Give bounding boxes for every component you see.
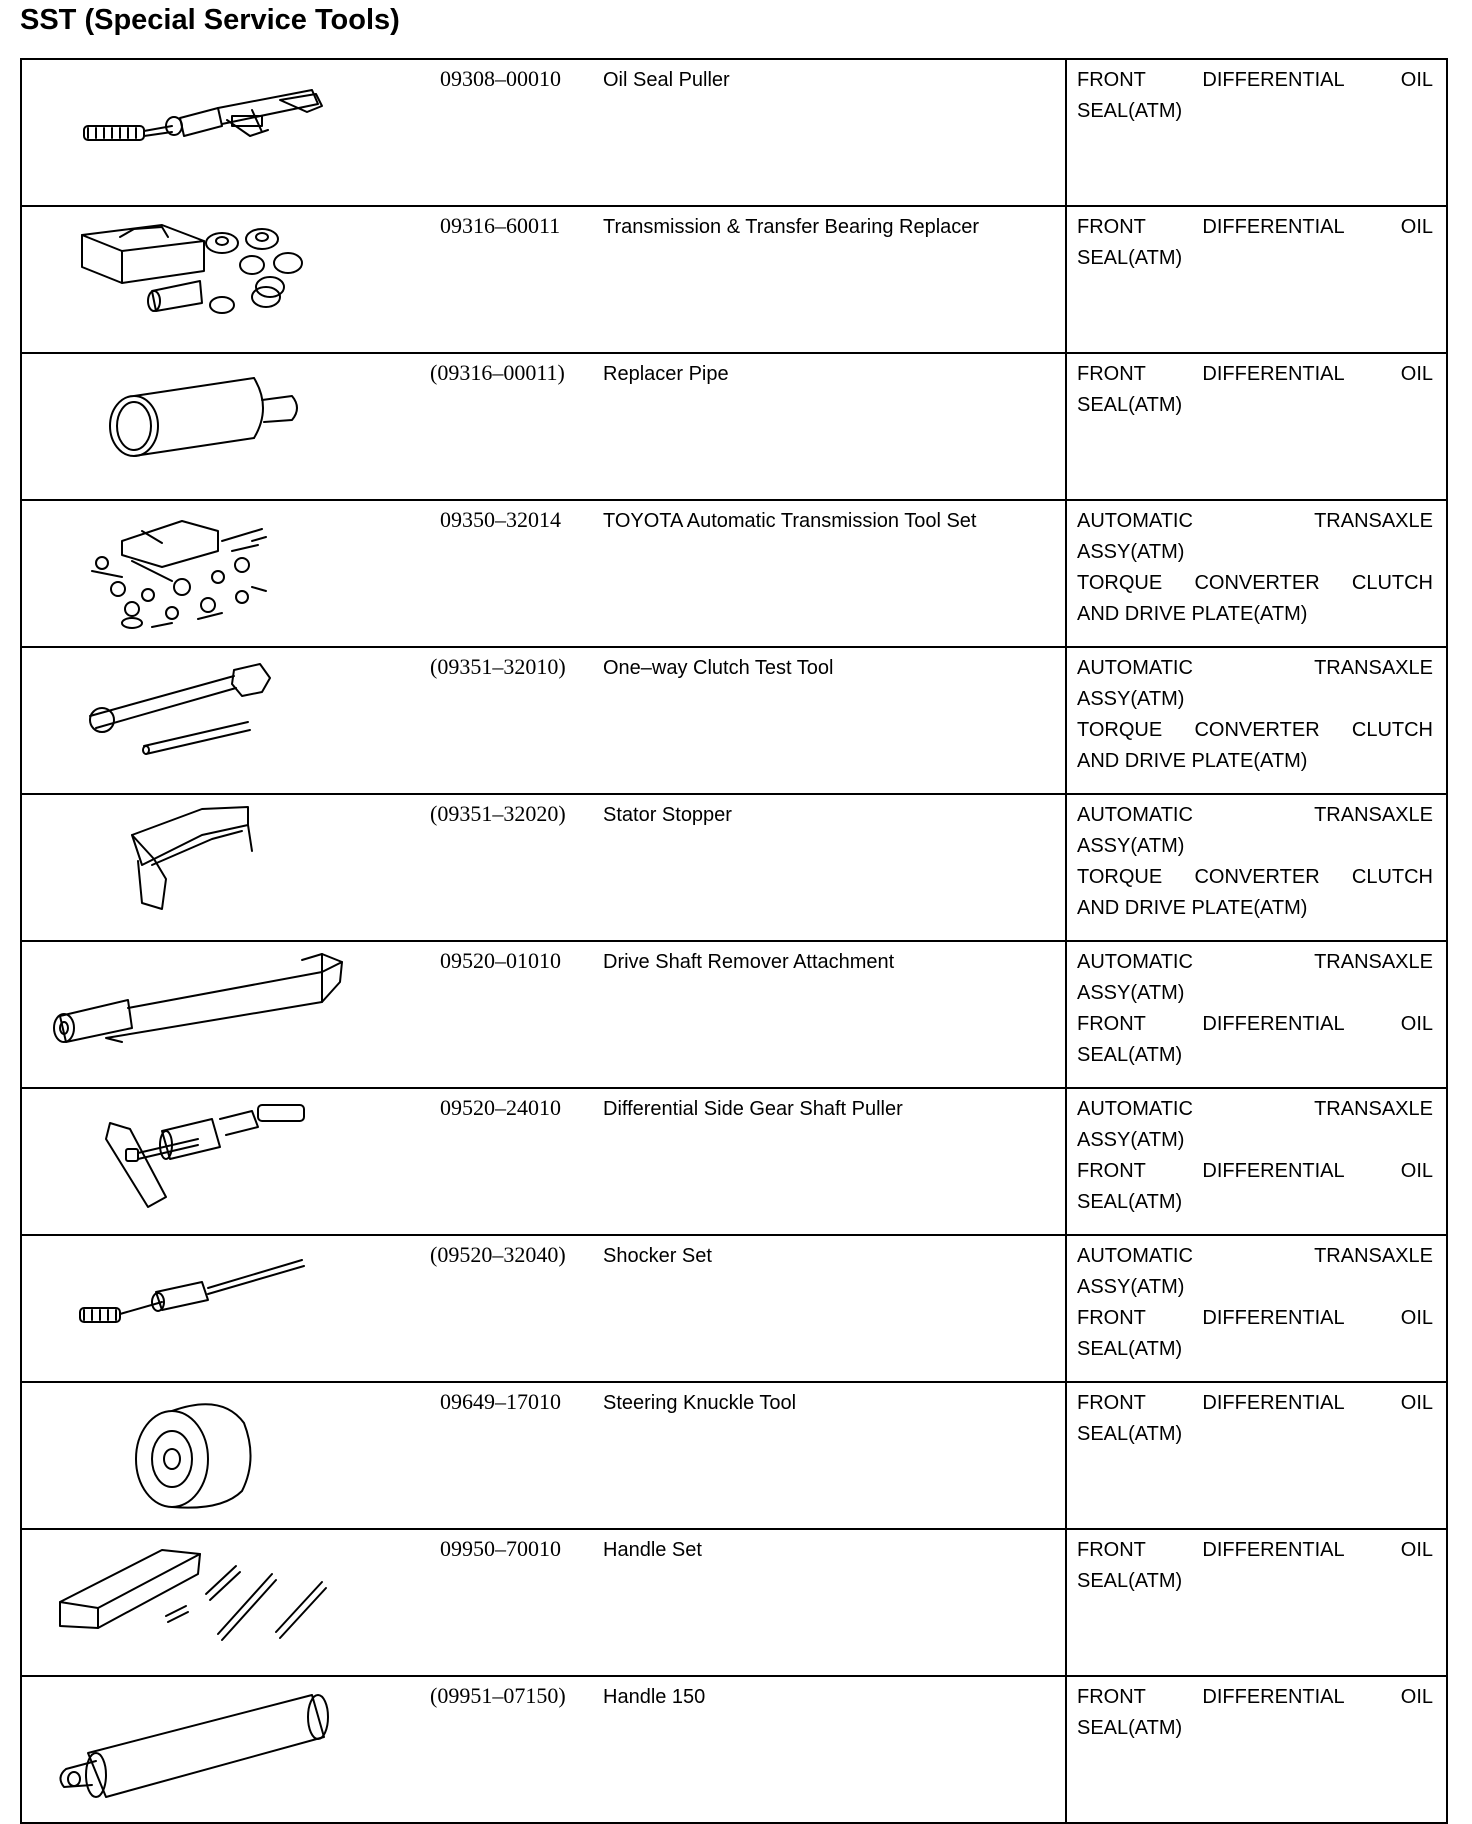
- usage-word: OIL: [1400, 1013, 1434, 1035]
- usage-word: SEAL(ATM): [1077, 1423, 1183, 1445]
- usage-word: DIFFERENTIAL: [1202, 216, 1344, 238]
- usage-word: OIL: [1400, 1160, 1434, 1182]
- tool-illustration-cell: [21, 794, 425, 941]
- tool-illustration-cell: [21, 353, 425, 500]
- table-row: [21, 941, 1447, 1088]
- usage-word: FRONT: [1077, 1307, 1146, 1329]
- tool-name: Differential Side Gear Shaft Puller: [597, 1088, 1066, 1235]
- tool-illustration-cell: [21, 1382, 425, 1529]
- part-number-cell: [425, 500, 597, 647]
- usage-word: ASSY(ATM): [1077, 1276, 1185, 1298]
- usage-word: CLUTCH: [1351, 719, 1434, 741]
- tool-name: Oil Seal Puller: [597, 59, 1066, 206]
- usage-line: [1077, 715, 1433, 746]
- tool-illustration-cell: [21, 59, 425, 206]
- transmission-tool-set-icon: [22, 501, 425, 640]
- usage-line: [1077, 800, 1433, 831]
- usage-line: [1077, 1388, 1433, 1419]
- tool-illustration-cell: [21, 1088, 425, 1235]
- tool-name: One–way Clutch Test Tool: [597, 647, 1066, 794]
- usage-line: [1077, 1272, 1433, 1303]
- usage-word: FRONT: [1077, 1013, 1146, 1035]
- usage-line: [1077, 746, 1433, 777]
- usage-line: [1077, 1009, 1433, 1040]
- part-number: (09951–07150): [430, 1683, 566, 1708]
- stator-stopper-icon: [22, 795, 425, 934]
- usage-line: [1077, 568, 1433, 599]
- usage-word: AUTOMATIC: [1077, 1098, 1193, 1120]
- usage-word: FRONT: [1077, 69, 1146, 91]
- usage-word: CONVERTER: [1194, 572, 1320, 594]
- bearing-replacer-icon: [22, 207, 425, 346]
- usage-word: OIL: [1400, 69, 1434, 91]
- usage-word: TORQUE: [1077, 866, 1163, 888]
- usage-word: FRONT: [1077, 216, 1146, 238]
- usage-word: FRONT: [1077, 1160, 1146, 1182]
- usage-word: TRANSAXLE: [1314, 1098, 1433, 1120]
- part-number: 09520–01010: [440, 948, 561, 973]
- usage-line: [1077, 1566, 1433, 1597]
- part-number: 09950–70010: [440, 1536, 561, 1561]
- usage-word: AUTOMATIC: [1077, 951, 1193, 973]
- table-row: [21, 1235, 1447, 1382]
- usage-line: [1077, 653, 1433, 684]
- usage-word: ASSY(ATM): [1077, 982, 1185, 1004]
- tool-name: Drive Shaft Remover Attachment: [597, 941, 1066, 1088]
- usage-word: OIL: [1400, 1686, 1434, 1708]
- usage-word: SEAL(ATM): [1077, 394, 1183, 416]
- drive-shaft-remover-icon: [22, 942, 425, 1081]
- usage-word: CLUTCH: [1351, 866, 1434, 888]
- usage-word: FRONT: [1077, 1539, 1146, 1561]
- usage-word: AND DRIVE PLATE(ATM): [1077, 897, 1308, 919]
- usage-word: SEAL(ATM): [1077, 1570, 1183, 1592]
- usage-word: AUTOMATIC: [1077, 1245, 1193, 1267]
- usage-word: TRANSAXLE: [1314, 804, 1433, 826]
- usage-line: [1077, 947, 1433, 978]
- usage-cell: [1066, 500, 1447, 647]
- usage-line: [1077, 1303, 1433, 1334]
- part-number-cell: [425, 794, 597, 941]
- usage-cell: [1066, 794, 1447, 941]
- usage-word: DIFFERENTIAL: [1202, 363, 1344, 385]
- usage-word: ASSY(ATM): [1077, 835, 1185, 857]
- usage-word: CONVERTER: [1194, 866, 1320, 888]
- steering-knuckle-tool-icon: [22, 1383, 425, 1522]
- usage-line: [1077, 1334, 1433, 1365]
- usage-cell: [1066, 206, 1447, 353]
- usage-cell: [1066, 1382, 1447, 1529]
- usage-cell: [1066, 1529, 1447, 1676]
- part-number: (09351–32020): [430, 801, 566, 826]
- table-row: [21, 1529, 1447, 1676]
- usage-word: CONVERTER: [1194, 719, 1320, 741]
- part-number-cell: [425, 1676, 597, 1823]
- usage-word: AUTOMATIC: [1077, 657, 1193, 679]
- table-row: [21, 1088, 1447, 1235]
- tool-illustration-cell: [21, 206, 425, 353]
- usage-line: [1077, 537, 1433, 568]
- usage-word: OIL: [1400, 1392, 1434, 1414]
- tool-name: Steering Knuckle Tool: [597, 1382, 1066, 1529]
- usage-line: [1077, 684, 1433, 715]
- handle-set-icon: [22, 1530, 425, 1669]
- table-row: [21, 647, 1447, 794]
- oil-seal-puller-icon: [22, 60, 425, 199]
- usage-line: [1077, 1040, 1433, 1071]
- part-number-cell: [425, 647, 597, 794]
- usage-word: SEAL(ATM): [1077, 1044, 1183, 1066]
- tool-illustration-cell: [21, 500, 425, 647]
- part-number: 09520–24010: [440, 1095, 561, 1120]
- usage-word: SEAL(ATM): [1077, 1717, 1183, 1739]
- usage-word: OIL: [1400, 363, 1434, 385]
- usage-line: [1077, 978, 1433, 1009]
- part-number-cell: [425, 206, 597, 353]
- tool-illustration-cell: [21, 941, 425, 1088]
- usage-line: [1077, 1419, 1433, 1450]
- part-number-cell: [425, 1382, 597, 1529]
- usage-word: DIFFERENTIAL: [1202, 1160, 1344, 1182]
- usage-line: [1077, 893, 1433, 924]
- part-number-cell: [425, 59, 597, 206]
- tool-name: Handle Set: [597, 1529, 1066, 1676]
- part-number: 09316–60011: [440, 213, 561, 238]
- usage-line: [1077, 65, 1433, 96]
- usage-word: FRONT: [1077, 1392, 1146, 1414]
- usage-word: TRANSAXLE: [1314, 510, 1433, 532]
- part-number: (09351–32010): [430, 654, 566, 679]
- usage-word: AND DRIVE PLATE(ATM): [1077, 603, 1308, 625]
- usage-line: [1077, 862, 1433, 893]
- side-gear-shaft-puller-icon: [22, 1089, 425, 1228]
- usage-word: OIL: [1400, 1539, 1434, 1561]
- usage-word: ASSY(ATM): [1077, 1129, 1185, 1151]
- tool-illustration-cell: [21, 1676, 425, 1823]
- usage-word: CLUTCH: [1351, 572, 1434, 594]
- tool-illustration-cell: [21, 647, 425, 794]
- page-title: SST (Special Service Tools): [20, 4, 400, 36]
- one-way-clutch-tool-icon: [22, 648, 425, 787]
- usage-cell: [1066, 647, 1447, 794]
- usage-line: [1077, 831, 1433, 862]
- replacer-pipe-icon: [22, 354, 425, 493]
- usage-cell: [1066, 1088, 1447, 1235]
- usage-line: [1077, 1713, 1433, 1744]
- table-row: [21, 794, 1447, 941]
- part-number-cell: [425, 1529, 597, 1676]
- tool-name: Transmission & Transfer Bearing Replacer: [597, 206, 1066, 353]
- tool-illustration-cell: [21, 1235, 425, 1382]
- usage-line: [1077, 1125, 1433, 1156]
- part-number-cell: [425, 941, 597, 1088]
- usage-word: DIFFERENTIAL: [1202, 69, 1344, 91]
- usage-line: [1077, 599, 1433, 630]
- shocker-set-icon: [22, 1236, 425, 1375]
- usage-line: [1077, 96, 1433, 127]
- usage-word: SEAL(ATM): [1077, 1191, 1183, 1213]
- usage-word: SEAL(ATM): [1077, 100, 1183, 122]
- usage-word: ASSY(ATM): [1077, 541, 1185, 563]
- tool-name: Handle 150: [597, 1676, 1066, 1823]
- tool-name: TOYOTA Automatic Transmission Tool Set: [597, 500, 1066, 647]
- part-number: 09649–17010: [440, 1389, 561, 1414]
- usage-line: [1077, 1682, 1433, 1713]
- part-number: 09350–32014: [440, 507, 561, 532]
- usage-line: [1077, 506, 1433, 537]
- usage-line: [1077, 243, 1433, 274]
- tool-name: Shocker Set: [597, 1235, 1066, 1382]
- usage-word: AUTOMATIC: [1077, 510, 1193, 532]
- usage-line: [1077, 359, 1433, 390]
- handle-150-icon: [22, 1677, 425, 1816]
- usage-line: [1077, 1187, 1433, 1218]
- usage-line: [1077, 212, 1433, 243]
- part-number-cell: [425, 1088, 597, 1235]
- part-number-cell: [425, 1235, 597, 1382]
- usage-line: [1077, 1156, 1433, 1187]
- usage-word: TORQUE: [1077, 572, 1163, 594]
- tool-name: Replacer Pipe: [597, 353, 1066, 500]
- tool-illustration-cell: [21, 1529, 425, 1676]
- usage-line: [1077, 1535, 1433, 1566]
- table-row: [21, 1382, 1447, 1529]
- usage-line: [1077, 1094, 1433, 1125]
- table-row: [21, 353, 1447, 500]
- table-row: [21, 59, 1447, 206]
- usage-word: TRANSAXLE: [1314, 657, 1433, 679]
- usage-word: AND DRIVE PLATE(ATM): [1077, 750, 1308, 772]
- table-row: [21, 206, 1447, 353]
- usage-word: DIFFERENTIAL: [1202, 1392, 1344, 1414]
- usage-word: DIFFERENTIAL: [1202, 1307, 1344, 1329]
- usage-word: ASSY(ATM): [1077, 688, 1185, 710]
- table-row: [21, 500, 1447, 647]
- usage-line: [1077, 390, 1433, 421]
- usage-word: AUTOMATIC: [1077, 804, 1193, 826]
- usage-word: DIFFERENTIAL: [1202, 1539, 1344, 1561]
- usage-cell: [1066, 1676, 1447, 1823]
- part-number: 09308–00010: [440, 66, 561, 91]
- usage-word: SEAL(ATM): [1077, 247, 1183, 269]
- table-row: [21, 1676, 1447, 1823]
- part-number: (09316–00011): [430, 360, 565, 385]
- usage-cell: [1066, 59, 1447, 206]
- usage-cell: [1066, 353, 1447, 500]
- usage-cell: [1066, 1235, 1447, 1382]
- usage-word: TRANSAXLE: [1314, 1245, 1433, 1267]
- usage-word: TORQUE: [1077, 719, 1163, 741]
- usage-word: SEAL(ATM): [1077, 1338, 1183, 1360]
- usage-line: [1077, 1241, 1433, 1272]
- usage-word: DIFFERENTIAL: [1202, 1686, 1344, 1708]
- usage-word: OIL: [1400, 216, 1434, 238]
- tool-name: Stator Stopper: [597, 794, 1066, 941]
- usage-word: OIL: [1400, 1307, 1434, 1329]
- usage-word: TRANSAXLE: [1314, 951, 1433, 973]
- usage-word: DIFFERENTIAL: [1202, 1013, 1344, 1035]
- sst-table: [20, 58, 1448, 1824]
- part-number-cell: [425, 353, 597, 500]
- usage-word: FRONT: [1077, 1686, 1146, 1708]
- usage-word: FRONT: [1077, 363, 1146, 385]
- part-number: (09520–32040): [430, 1242, 566, 1267]
- usage-cell: [1066, 941, 1447, 1088]
